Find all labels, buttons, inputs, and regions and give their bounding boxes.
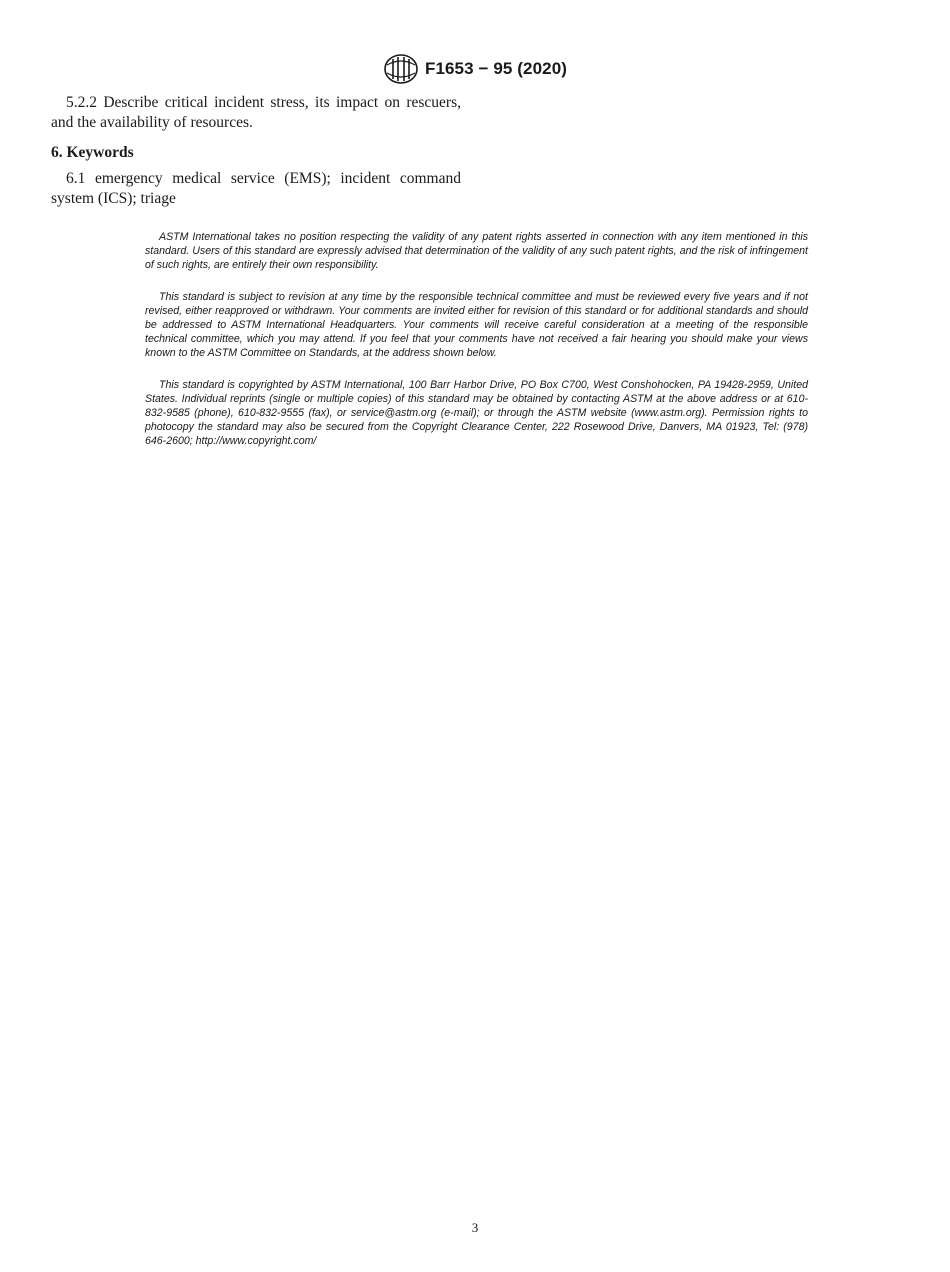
header-inner (383, 53, 567, 85)
astm-logo-icon (383, 53, 419, 85)
page-header (0, 52, 950, 86)
section-heading-keywords: 6. Keywords (51, 144, 134, 161)
copyright-notice: This standard is copyrighted by ASTM International, 100 Barr Harbor Drive, PO Box C700, West Conshohocken, PA 19428-2959, United States. Individual reprints (single or multiple copies) of this standard may be obtained by contacting ASTM at the above address or at 610-832-9585 (phone), 610-832-9555 (fax), or service@astm.org (e-mail); or through the ASTM website (www.astm.org). Permission rights to photocopy the standard may also be secured from the Copyright Clearance Center, 222 Rosewood Drive, Danvers, MA 01923, Tel: (978) 646-2600; http://www.copyright.com/ (145, 379, 808, 447)
revision-notice: This standard is subject to revision at any time by the responsible technical committee and must be reviewed every five years and if not revised, either reapproved or withdrawn. Your comments are invited either for revision of this standard or for additional standards and should be addressed to ASTM International Headquarters. Your comments will receive careful consideration at a meeting of the responsible technical committee, which you may attend. If you feel that your comments have not received a fair hearing you should make your views known to the ASTM Committee on Standards, at the address shown below. (145, 291, 808, 359)
paragraph-5-2-2: 5.2.2 Describe critical incident stress, its impact on rescuers, and the availability of resources. (51, 94, 461, 131)
body-column (51, 93, 461, 209)
paragraph-6-1: 6.1 emergency medical service (EMS); incident command system (ICS); triage (51, 170, 461, 207)
patent-notice: ASTM International takes no position respecting the validity of any patent rights asserted in connection with any item mentioned in this standard. Users of this standard are expressly advised that determination of the validity of any such patent rights, and the risk of infringement of such rights, are entirely their own responsibility. (145, 231, 808, 271)
astm-notices (145, 231, 808, 467)
standard-designation: F1653 − 95 (2020) (424, 59, 568, 78)
page-number: 3 (471, 1220, 479, 1235)
